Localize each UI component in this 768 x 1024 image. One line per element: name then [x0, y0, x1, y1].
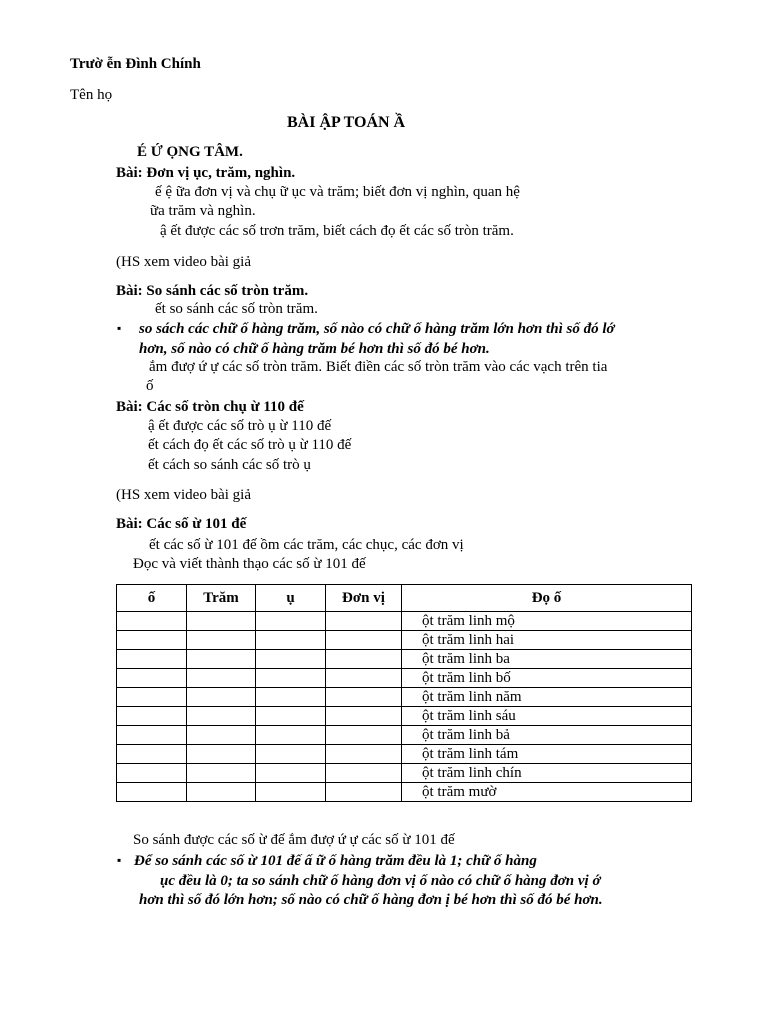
number-cell: [117, 669, 187, 688]
table-row: [117, 688, 692, 707]
video-note-1: (HS xem video bài giả: [116, 254, 251, 270]
section3-heading: Bài: Các số tròn chụ ừ 110 đế: [116, 399, 304, 415]
section1-line2: ữa trăm và nghìn.: [150, 203, 256, 219]
number-cell: [117, 783, 187, 802]
section4-line1: ết các số ừ 101 đế ồm các trăm, các chục, các đơn vị: [149, 537, 464, 553]
units-cell: [326, 764, 402, 783]
units-cell: [326, 650, 402, 669]
tens-cell: [256, 707, 326, 726]
number-cell: [117, 707, 187, 726]
units-cell: [326, 669, 402, 688]
section2-bullet-line1: so sách các chữ ố hàng trăm, số nào có chữ ố hàng trăm lớn hơn thì số đó lớ: [139, 321, 615, 337]
section5-bullet-line1: Để so sánh các số ừ 101 đế ấ ữ ố hàng trăm đều là 1; chữ ố hàng: [134, 853, 537, 869]
units-cell: [326, 745, 402, 764]
units-cell: [326, 726, 402, 745]
table-row: [117, 707, 692, 726]
section4-heading: Bài: Các số ừ 101 đế: [116, 516, 247, 532]
number-cell: [117, 726, 187, 745]
section3-line1: ậ ết được các số trò ụ ừ 110 đế: [148, 418, 332, 434]
table-row: [117, 783, 692, 802]
table-header-row: [117, 585, 692, 612]
section5-bullet-line2: ục đều là 0; ta so sánh chữ ố hàng đơn vị ố nào có chữ ố hàng đơn vị ớ: [160, 873, 601, 889]
section1-line1: ế ệ ữa đơn vị và chụ ữ ục và trăm; biết đơn vị nghìn, quan hệ: [155, 184, 520, 200]
hundreds-cell: [187, 650, 256, 669]
tens-cell: [256, 764, 326, 783]
section2-line1: ết so sánh các số tròn trăm.: [155, 301, 318, 317]
hundreds-cell: [187, 688, 256, 707]
units-cell: [326, 688, 402, 707]
number-cell: [117, 688, 187, 707]
hundreds-cell: [187, 631, 256, 650]
bullet-square-icon: ▪: [117, 853, 122, 867]
reading-cell: ột trăm linh mộ: [402, 612, 692, 631]
number-cell: [117, 650, 187, 669]
units-cell: [326, 707, 402, 726]
table-row: [117, 745, 692, 764]
tens-cell: [256, 745, 326, 764]
section2-line3: ố: [146, 378, 154, 394]
section3-line3: ết cách so sánh các số trò ụ: [148, 457, 311, 473]
name-label: Tên họ: [70, 87, 113, 103]
number-cell: [117, 745, 187, 764]
reading-cell: ột trăm linh chín: [402, 764, 692, 783]
reading-cell: ột trăm linh hai: [402, 631, 692, 650]
number-cell: [117, 631, 187, 650]
table-row: [117, 612, 692, 631]
reading-cell: ột trăm mườ: [402, 783, 692, 802]
units-cell: [326, 783, 402, 802]
column-header-tens: ụ: [256, 585, 326, 612]
section5-bullet-line3: hơn thì số đó lớn hơn; số nào có chữ ố hàng đơn ị bé hơn thì số đó bé hơn.: [139, 892, 603, 908]
section5-line1: So sánh được các số ừ đế ắm đượ ứ ự các số ừ 101 đế: [133, 832, 455, 848]
section2-bullet-line2: hơn, số nào có chữ ố hàng trăm bé hơn thì số đó bé hơn.: [139, 341, 490, 357]
hundreds-cell: [187, 745, 256, 764]
reading-cell: ột trăm linh sáu: [402, 707, 692, 726]
column-header-hundreds: Trăm: [187, 585, 256, 612]
reading-cell: ột trăm linh bả: [402, 726, 692, 745]
document-subtitle: É Ứ ỌNG TÂM.: [137, 144, 243, 160]
numbers-table: [116, 584, 692, 802]
section2-line2: ắm đượ ứ ự các số tròn trăm. Biết điền các số tròn trăm vào các vạch trên tia: [149, 359, 608, 375]
column-header-reading: Đọ ố: [402, 585, 692, 612]
reading-cell: ột trăm linh bố: [402, 669, 692, 688]
hundreds-cell: [187, 612, 256, 631]
hundreds-cell: [187, 707, 256, 726]
section4-line2: Đọc và viết thành thạo các số ừ 101 đế: [133, 556, 366, 572]
table-row: [117, 650, 692, 669]
tens-cell: [256, 631, 326, 650]
section1-heading: Bài: Đơn vị ục, trăm, nghìn.: [116, 165, 296, 181]
reading-cell: ột trăm linh năm: [402, 688, 692, 707]
bullet-square-icon: ▪: [117, 321, 122, 335]
column-header-number: ố: [117, 585, 187, 612]
hundreds-cell: [187, 783, 256, 802]
units-cell: [326, 631, 402, 650]
tens-cell: [256, 726, 326, 745]
section1-line3: ậ ết được các số trơn trăm, biết cách đọ ết các số tròn trăm.: [160, 223, 514, 239]
tens-cell: [256, 650, 326, 669]
school-name: Trườ ễn Đình Chính: [70, 56, 201, 72]
table-row: [117, 726, 692, 745]
table-row: [117, 764, 692, 783]
hundreds-cell: [187, 764, 256, 783]
tens-cell: [256, 669, 326, 688]
tens-cell: [256, 612, 326, 631]
number-cell: [117, 764, 187, 783]
table-row: [117, 669, 692, 688]
units-cell: [326, 612, 402, 631]
section3-line2: ết cách đọ ết các số trò ụ ừ 110 đế: [148, 437, 352, 453]
tens-cell: [256, 783, 326, 802]
video-note-2: (HS xem video bài giả: [116, 487, 251, 503]
tens-cell: [256, 688, 326, 707]
section2-heading: Bài: So sánh các số tròn trăm.: [116, 283, 309, 299]
hundreds-cell: [187, 726, 256, 745]
table-row: [117, 631, 692, 650]
document-title: BÀI ẬP TOÁN Ầ: [287, 114, 406, 131]
reading-cell: ột trăm linh ba: [402, 650, 692, 669]
column-header-units: Đơn vị: [326, 585, 402, 612]
number-cell: [117, 612, 187, 631]
hundreds-cell: [187, 669, 256, 688]
reading-cell: ột trăm linh tám: [402, 745, 692, 764]
